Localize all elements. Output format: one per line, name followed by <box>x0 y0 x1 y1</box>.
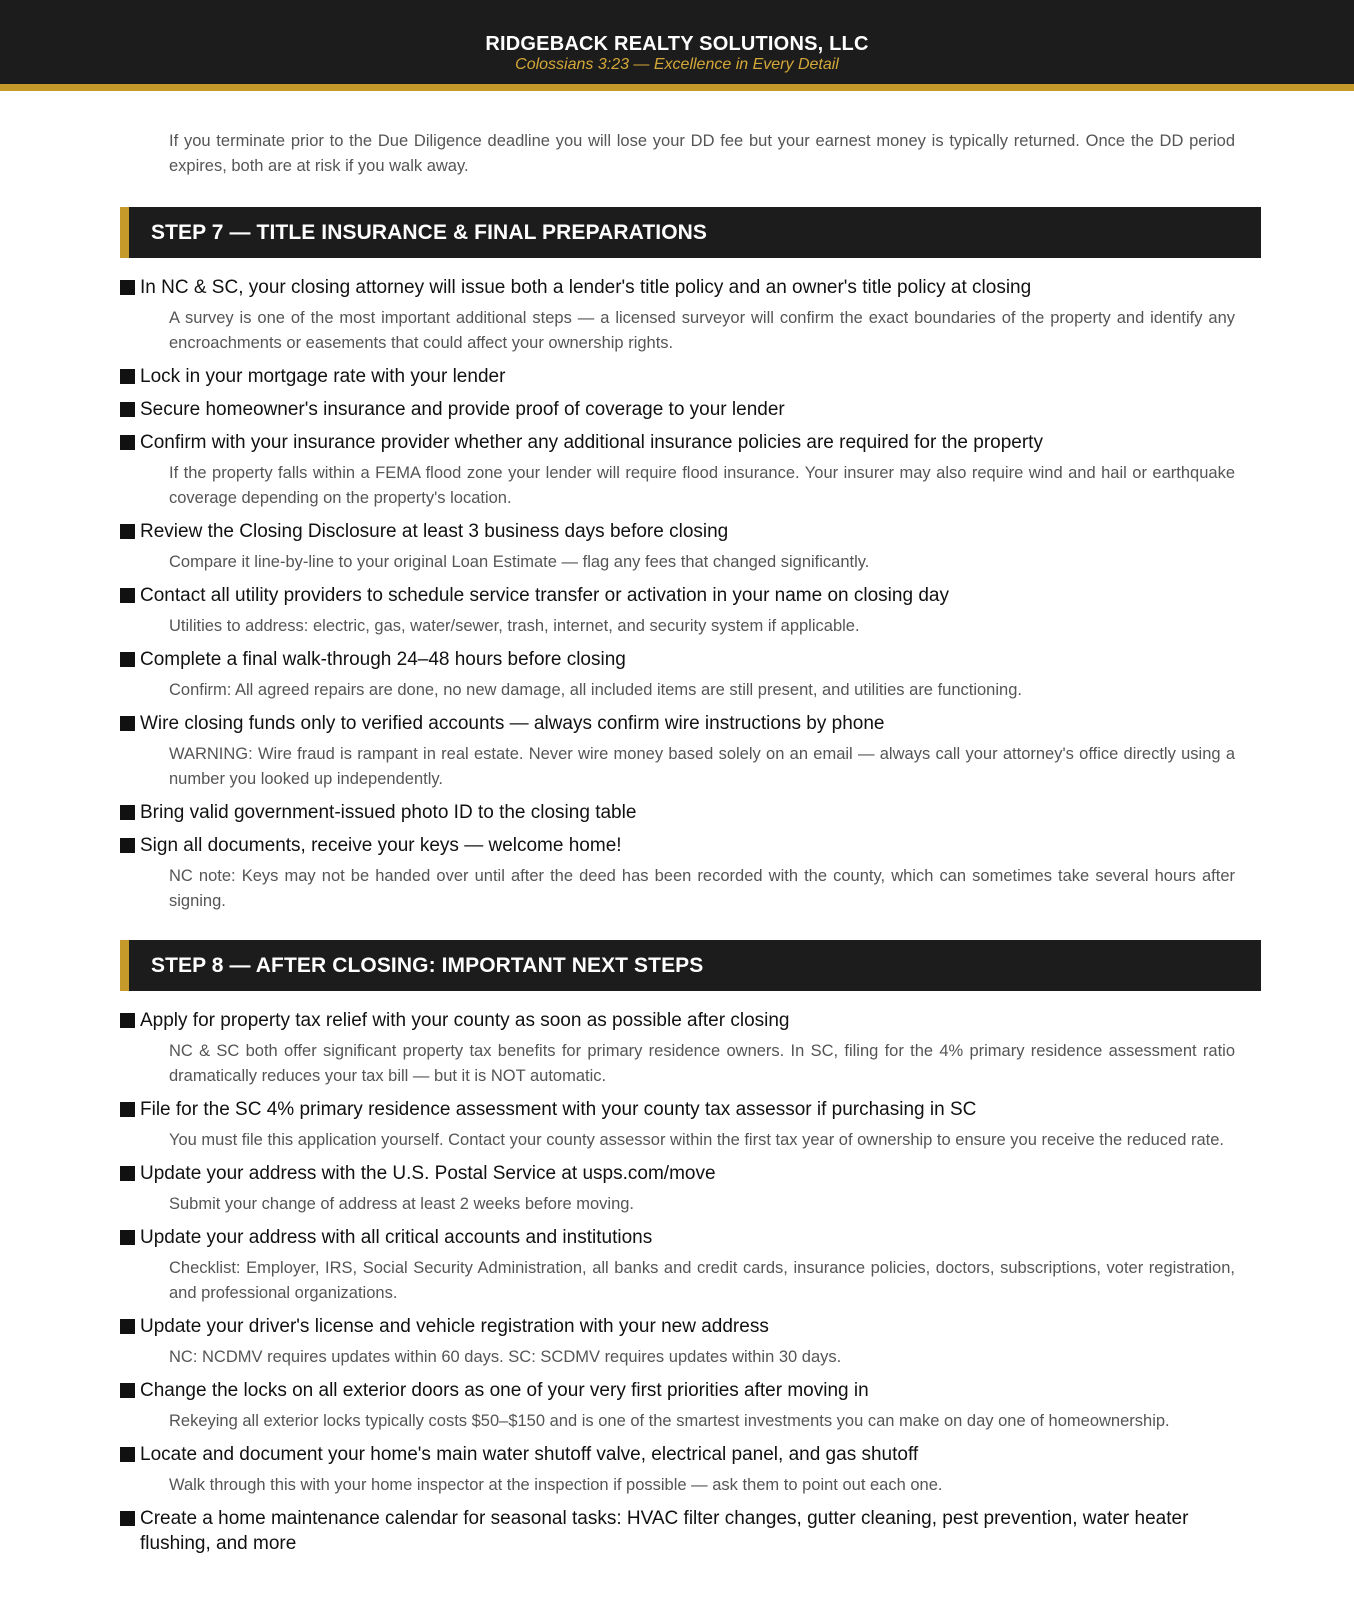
tagline: Colossians 3:23 — Excellence in Every Detail <box>515 56 839 73</box>
item-text: Confirm with your insurance provider whether any additional insurance policies are required for the property <box>140 432 1043 453</box>
item-text: Create a home maintenance calendar for seasonal tasks: HVAC filter changes, gutter cleaning, pest prevention, water heater flushing, and more <box>140 1508 1189 1554</box>
square-bullet-icon <box>120 588 135 603</box>
square-bullet-icon <box>120 652 135 667</box>
square-bullet-icon <box>120 524 135 539</box>
square-bullet-icon <box>120 1102 135 1117</box>
item-text: Bring valid government-issued photo ID to the closing table <box>140 802 637 823</box>
item-text: Change the locks on all exterior doors as one of your very first priorities after moving in <box>140 1380 869 1401</box>
company-name: RIDGEBACK REALTY SOLUTIONS, LLC <box>485 33 869 55</box>
item-note: A survey is one of the most important additional steps — a licensed surveyor will confirm the exact boundaries of the property and identify any encroachments or easements that could affect your ownership rights. <box>169 309 1235 352</box>
square-bullet-icon <box>120 1230 135 1245</box>
item-text: Update your driver's license and vehicle registration with your new address <box>140 1316 769 1337</box>
document-header <box>0 0 1354 84</box>
step-title: STEP 8 — AFTER CLOSING: IMPORTANT NEXT STEPS <box>151 954 704 977</box>
item-text: Update your address with the U.S. Postal Service at usps.com/move <box>140 1163 716 1184</box>
list-item <box>120 711 1240 792</box>
list-item <box>120 1314 1240 1370</box>
list-item <box>120 800 1240 825</box>
list-item <box>120 397 1240 422</box>
item-note: WARNING: Wire fraud is rampant in real estate. Never wire money based solely on an email — always call your attorney's office directly using a number you looked up independently. <box>169 745 1235 788</box>
list-item <box>120 1442 1240 1498</box>
list-item <box>120 1008 1240 1089</box>
square-bullet-icon <box>120 1511 135 1526</box>
square-bullet-icon <box>120 1319 135 1334</box>
item-note: NC note: Keys may not be handed over until after the deed has been recorded with the county, which can sometimes take several hours after signing. <box>169 867 1235 910</box>
list-item <box>120 430 1240 511</box>
list-item <box>120 519 1240 575</box>
square-bullet-icon <box>120 402 135 417</box>
item-text: Secure homeowner's insurance and provide proof of coverage to your lender <box>140 399 785 420</box>
step-title: STEP 7 — TITLE INSURANCE & FINAL PREPARATIONS <box>151 221 707 244</box>
square-bullet-icon <box>120 280 135 295</box>
square-bullet-icon <box>120 716 135 731</box>
item-text: Locate and document your home's main water shutoff valve, electrical panel, and gas shutoff <box>140 1444 919 1465</box>
square-bullet-icon <box>120 1447 135 1462</box>
list-item <box>120 1378 1240 1434</box>
step-7-header <box>120 207 1261 258</box>
gold-divider <box>0 84 1354 91</box>
item-note: Walk through this with your home inspector at the inspection if possible — ask them to point out each one. <box>169 1476 943 1494</box>
item-text: Sign all documents, receive your keys — welcome home! <box>140 835 622 856</box>
square-bullet-icon <box>120 838 135 853</box>
list-item <box>120 1161 1240 1217</box>
square-bullet-icon <box>120 1013 135 1028</box>
item-text: Complete a final walk-through 24–48 hours before closing <box>140 649 626 670</box>
item-note: Compare it line-by-line to your original Loan Estimate — flag any fees that changed significantly. <box>169 553 870 571</box>
item-note: NC & SC both offer significant property tax benefits for primary residence owners. In SC, filing for the 4% primary residence assessment ratio dramatically reduces your tax bill — but it is NOT automatic. <box>169 1042 1235 1085</box>
item-note: Submit your change of address at least 2 weeks before moving. <box>169 1195 635 1213</box>
item-note: Utilities to address: electric, gas, water/sewer, trash, internet, and security system if applicable. <box>169 617 860 635</box>
document-body <box>0 91 1354 1556</box>
list-item <box>120 1097 1240 1153</box>
item-note: If the property falls within a FEMA flood zone your lender will require flood insurance. Your insurer may also require wind and hail or earthquake coverage depending on the property's location. <box>169 464 1235 507</box>
list-item <box>120 1225 1240 1306</box>
list-item <box>120 275 1240 356</box>
item-note: Confirm: All agreed repairs are done, no new damage, all included items are still present, and utilities are functioning. <box>169 681 1022 699</box>
list-item <box>120 833 1240 914</box>
square-bullet-icon <box>120 1383 135 1398</box>
item-text: Wire closing funds only to verified accounts — always confirm wire instructions by phone <box>140 713 885 734</box>
item-text: Apply for property tax relief with your county as soon as possible after closing <box>140 1010 790 1031</box>
intro-note: If you terminate prior to the Due Diligence deadline you will lose your DD fee but your earnest money is typically returned. Once the DD period expires, both are at risk if you walk away. <box>169 132 1235 175</box>
step-8-header <box>120 940 1261 991</box>
item-note: NC: NCDMV requires updates within 60 days. SC: SCDMV requires updates within 30 days. <box>169 1348 842 1366</box>
square-bullet-icon <box>120 435 135 450</box>
item-text: Lock in your mortgage rate with your lender <box>140 366 506 387</box>
item-text: File for the SC 4% primary residence assessment with your county tax assessor if purchasing in SC <box>140 1099 977 1120</box>
step-8-checklist <box>0 1008 1354 1556</box>
item-note: Rekeying all exterior locks typically costs $50–$150 and is one of the smartest investments you can make on day one of homeownership. <box>169 1412 1170 1430</box>
list-item <box>120 364 1240 389</box>
item-text: Update your address with all critical accounts and institutions <box>140 1227 653 1248</box>
item-text: Contact all utility providers to schedule service transfer or activation in your name on closing day <box>140 585 949 606</box>
square-bullet-icon <box>120 805 135 820</box>
list-item <box>120 1506 1240 1556</box>
list-item <box>120 647 1240 703</box>
item-note: You must file this application yourself. Contact your county assessor within the first tax year of ownership to ensure you receive the reduced rate. <box>169 1131 1225 1149</box>
list-item <box>120 583 1240 639</box>
item-text: Review the Closing Disclosure at least 3 business days before closing <box>140 521 729 542</box>
item-note: Checklist: Employer, IRS, Social Security Administration, all banks and credit cards, insurance policies, doctors, subscriptions, voter registration, and professional organizations. <box>169 1259 1235 1302</box>
square-bullet-icon <box>120 1166 135 1181</box>
step-7-checklist <box>0 275 1354 914</box>
square-bullet-icon <box>120 369 135 384</box>
item-text: In NC & SC, your closing attorney will issue both a lender's title policy and an owner's title policy at closing <box>140 277 1032 298</box>
